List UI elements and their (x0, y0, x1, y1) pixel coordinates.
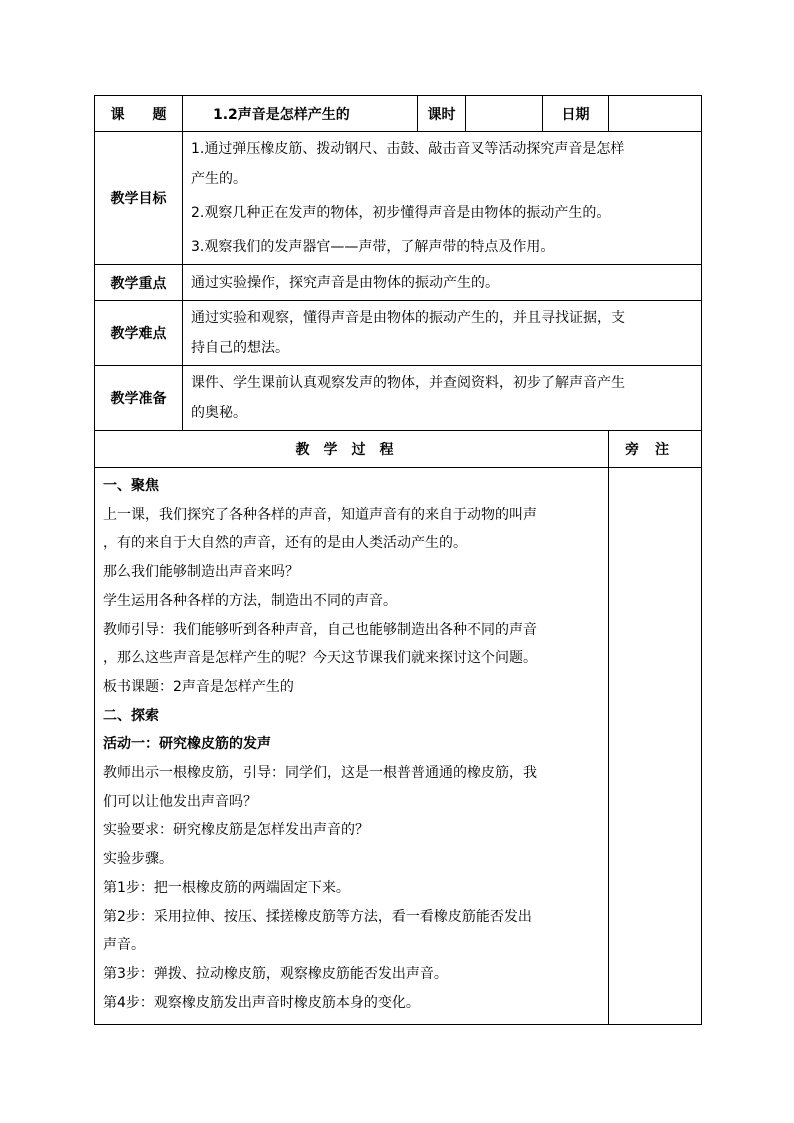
process-line: 第4步：观察橡皮筋发出声音时橡皮筋本身的变化。 (103, 994, 420, 1011)
process-line: 上一课，我们探究了各种各样的声音，知道声音有的来自于动物的叫声 (103, 506, 537, 523)
process-line: 教师引导：我们能够听到各种声音，自己也能够制造出各种不同的声音 (103, 621, 537, 638)
key-point-row (95, 265, 702, 301)
preparation-label: 教学准备 (95, 366, 183, 431)
difficulty-line-2: 持自己的想法。 (191, 340, 289, 356)
period-value (466, 96, 543, 132)
process-line: 学生运用各种各样的方法，制造出不同的声音。 (103, 592, 397, 609)
process-line: ，那么这些声音是怎样产生的呢？今天这节课我们就来探讨这个问题。 (103, 650, 537, 667)
preparation-row (95, 366, 702, 431)
process-line: 活动一：研究橡皮筋的发声 (103, 736, 271, 753)
topic-value: 1.2声音是怎样产生的 (183, 96, 418, 132)
goal-line-3: 2.观察几种正在发声的物体，初步懂得声音是由物体的振动产生的。 (191, 205, 611, 221)
process-content (95, 468, 609, 1025)
process-line: 那么我们能够制造出声音来吗？ (103, 564, 299, 581)
process-line: 板书课题：2声音是怎样产生的 (103, 678, 294, 695)
goal-line-4: 3.观察我们的发声器官——声带，了解声带的特点及作用。 (191, 239, 555, 255)
process-line: 第3步：弹拨、拉动橡皮筋，观察橡皮筋能否发出声音。 (103, 965, 448, 982)
period-label: 课时 (418, 96, 466, 132)
process-header-row (95, 431, 702, 468)
goal-line-2: 产生的。 (191, 171, 247, 187)
difficulty-line-1: 通过实验和观察，懂得声音是由物体的振动产生的，并且寻找证据，支 (191, 310, 625, 326)
goal-line-1: 1.通过弹压橡皮筋、拨动钢尺、击鼓、敲击音叉等活动探究声音是怎样 (191, 141, 625, 157)
process-line: 二、探索 (103, 707, 159, 724)
date-value (609, 96, 702, 132)
header-row (95, 96, 702, 132)
process-line: 声音。 (103, 937, 145, 954)
difficulty-content (183, 301, 702, 366)
difficulty-row (95, 301, 702, 366)
goals-label: 教学目标 (95, 132, 183, 265)
process-line: 实验要求：研究橡皮筋是怎样发出声音的？ (103, 822, 369, 839)
difficulty-label: 教学难点 (95, 301, 183, 366)
lesson-plan-table (94, 95, 702, 1025)
date-label: 日期 (543, 96, 609, 132)
topic-label: 课 题 (95, 96, 183, 132)
goals-content (183, 132, 702, 265)
aside-notes (609, 468, 702, 1025)
process-line: 教师出示一根橡皮筋，引导：同学们，这是一根普普通通的橡皮筋，我 (103, 765, 537, 782)
key-point-content: 通过实验操作，探究声音是由物体的振动产生的。 (183, 265, 702, 301)
key-point-label: 教学重点 (95, 265, 183, 301)
process-line: ，有的来自于大自然的声音，还有的是由人类活动产生的。 (103, 535, 467, 552)
preparation-content (183, 366, 702, 431)
process-body-row (95, 468, 702, 1025)
process-line: 第1步：把一根橡皮筋的两端固定下来。 (103, 879, 350, 896)
goals-row (95, 132, 702, 265)
aside-heading: 旁注 (609, 431, 702, 468)
preparation-line-2: 的奥秘。 (191, 405, 247, 421)
preparation-line-1: 课件、学生课前认真观察发声的物体，并查阅资料，初步了解声音产生 (191, 375, 625, 391)
process-line: 第2步：采用拉伸、按压、揉搓橡皮筋等方法，看一看橡皮筋能否发出 (103, 908, 532, 925)
process-heading: 教学过程 (95, 431, 609, 468)
process-line: 实验步骤。 (103, 851, 173, 868)
process-line: 一、聚焦 (103, 478, 159, 494)
process-line: 们可以让他发出声音吗？ (103, 793, 257, 810)
